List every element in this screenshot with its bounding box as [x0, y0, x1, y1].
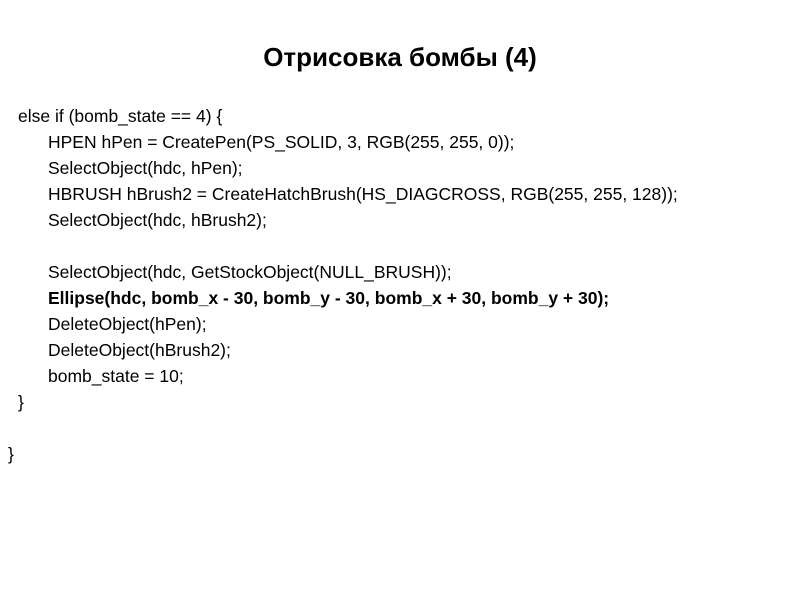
code-line-8-highlighted: Ellipse(hdc, bomb_x - 30, bomb_y - 30, bomb_x + 30, bomb_y + 30); [48, 288, 610, 308]
code-line-14: } [8, 444, 14, 464]
code-block [0, 103, 800, 467]
code-line-2: HPEN hPen = CreatePen(PS_SOLID, 3, RGB(255, 255, 0)); [48, 132, 515, 152]
code-line-5: SelectObject(hdc, hBrush2); [48, 210, 267, 230]
code-line-12: } [18, 392, 24, 412]
code-line-3: SelectObject(hdc, hPen); [48, 158, 243, 178]
code-line-6-blank [0, 233, 800, 259]
slide-title: Отрисовка бомбы (4) [263, 42, 537, 72]
code-line-13-blank [0, 415, 800, 441]
code-line-1: else if (bomb_state == 4) { [18, 106, 223, 126]
code-line-9: DeleteObject(hPen); [48, 314, 207, 334]
code-line-7: SelectObject(hdc, GetStockObject(NULL_BRUSH)); [48, 262, 452, 282]
code-line-4: HBRUSH hBrush2 = CreateHatchBrush(HS_DIAGCROSS, RGB(255, 255, 128)); [48, 184, 678, 204]
code-line-11: bomb_state = 10; [48, 366, 184, 386]
code-line-10: DeleteObject(hBrush2); [48, 340, 231, 360]
